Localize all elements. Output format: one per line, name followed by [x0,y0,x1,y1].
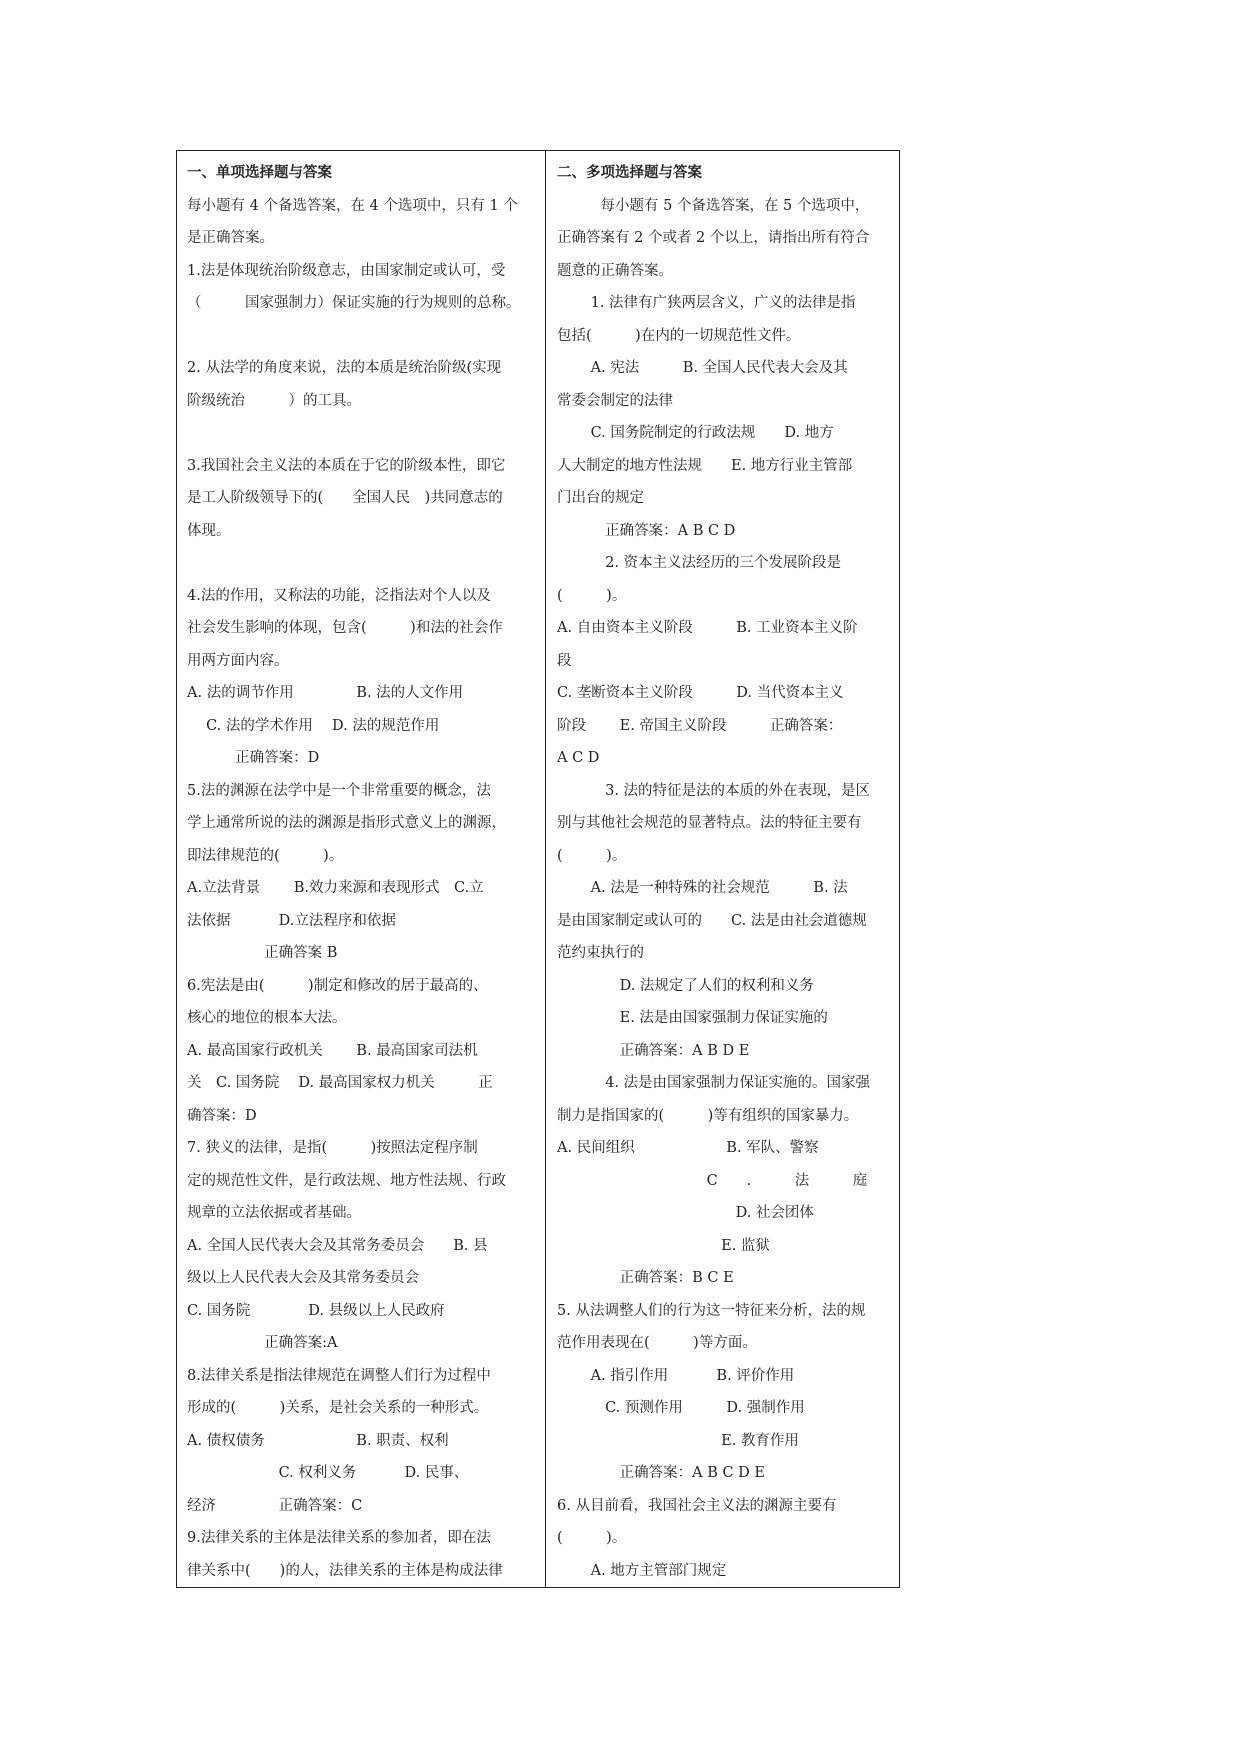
text-line: 规章的立法依据或者基础。 [187,1205,361,1221]
text-line: 别与其他社会规范的显著特点。法的特征主要有 [557,815,862,831]
text-line: 即法律规范的( )。 [187,847,344,864]
text-line: 包括( )在内的一切规范性文件。 [557,327,801,344]
text-line [187,547,537,580]
text-line: 段 [557,652,572,669]
text-line: 确答案：D [187,1107,257,1124]
text-line: 正确答案：A B C D [557,522,736,539]
text-line: 每小题有 5 个备选答案，在 5 个选项中， [557,197,870,214]
text-line: 正确答案：A B D E [557,1042,750,1059]
text-line: 法依据 D.立法程序和依据 [187,912,396,929]
text-line: 用两方面内容。 [187,652,289,669]
text-line: 1. 法律有广狭两层含义，广义的法律是指 [557,295,856,311]
text-line: 级以上人民代表大会及其常务委员会 [187,1270,419,1286]
text-line: 4.法的作用，又称法的功能，泛指法对个人以及 [187,587,491,604]
text-line: 1.法是体现统治阶级意志，由国家制定或认可，受 [187,262,506,279]
text-line: C . 法 庭 [557,1172,868,1189]
single-choice-body [187,190,537,1588]
text-line: A. 法的调节作用 B. 法的人文作用 [187,685,464,701]
single-choice-heading: 一、单项选择题与答案 [187,165,332,181]
text-line: 正确答案 B [187,945,338,961]
text-line [187,320,537,353]
text-line: A C D [557,750,600,766]
text-line: 常委会制定的法律 [557,392,673,409]
text-line: 经济 正确答案：C [187,1497,363,1514]
text-line: 核心的地位的根本大法。 [187,1010,347,1026]
text-line: 正确答案：B C E [557,1270,734,1286]
text-line: C. 权利义务 D. 民事、 [187,1465,469,1481]
text-line: 阶段 E. 帝国主义阶段 正确答案： [557,717,843,734]
text-line: 6.宪法是由( )制定和修改的居于最高的、 [187,977,488,994]
text-line: C. 法的学术作用 D. 法的规范作用 [187,717,440,734]
text-line: 律关系中( )的人，法律关系的主体是构成法律 [187,1562,503,1579]
text-line: 人大制定的地方性法规 E. 地方行业主管部 [557,457,853,474]
text-line: 8.法律关系是指法律规范在调整人们行为过程中 [187,1367,491,1384]
text-line: 正确答案:A [187,1335,338,1351]
text-line: 2. 资本主义法经历的三个发展阶段是 [557,555,842,571]
text-line: A.立法背景 B.效力来源和表现形式 C.立 [187,880,484,896]
text-line: 关 C. 国务院 D. 最高国家权力机关 正 [187,1075,493,1091]
multiple-choice-body [557,190,891,1588]
text-line: ( )。 [557,1530,627,1546]
text-line: D. 法规定了人们的权利和义务 [557,977,814,994]
text-line: 7. 狭义的法律，是指( )按照法定程序制 [187,1140,478,1156]
multiple-choice-column [546,151,899,1587]
text-line: A. 自由资本主义阶段 B. 工业资本主义阶 [557,620,858,636]
text-line: E. 监狱 [557,1237,770,1254]
text-line: 正确答案：D [187,750,320,766]
text-line: 体现。 [187,522,231,539]
text-line: 9.法律关系的主体是法律关系的参加者，即在法 [187,1530,491,1546]
text-line: D. 社会团体 [557,1205,814,1221]
text-line: 是正确答案。 [187,230,274,246]
qa-table [176,150,900,1588]
text-line: 学上通常所说的法的渊源是指形式意义上的渊源， [187,815,506,831]
text-line: E. 教育作用 [557,1432,799,1449]
text-line: 4. 法是由国家强制力保证实施的。国家强 [557,1075,871,1091]
text-line: 5. 从法调整人们的行为这一特征来分析，法的规 [557,1302,866,1319]
text-line: 6. 从目前看，我国社会主义法的渊源主要有 [557,1497,837,1514]
text-line: ( )。 [557,847,627,864]
text-line: A. 法是一种特殊的社会规范 B. 法 [557,880,848,896]
text-line: A. 全国人民代表大会及其常务委员会 B. 县 [187,1237,488,1254]
text-line: 社会发生影响的体现，包含( )和法的社会作 [187,620,503,636]
multiple-choice-heading: 二、多项选择题与答案 [557,165,702,181]
text-line: 2. 从法学的角度来说，法的本质是统治阶级(实现 [187,360,502,376]
text-line: A. 地方主管部门规定 [557,1562,727,1579]
text-line: A. 最高国家行政机关 B. 最高国家司法机 [187,1042,478,1059]
text-line: 每小题有 4 个备选答案，在 4 个选项中，只有 1 个 [187,197,518,214]
text-line: 是工人阶级领导下的( 全国人民 )共同意志的 [187,490,503,506]
text-line: A. 民间组织 B. 军队、警察 [557,1140,819,1156]
text-line: 范约束执行的 [557,945,644,961]
text-line: （ 国家强制力）保证实施的行为规则的总称。 [187,295,521,311]
text-line: 是由国家制定或认可的 C. 法是由社会道德规 [557,912,867,929]
text-line: 5.法的渊源在法学中是一个非常重要的概念，法 [187,782,491,799]
text-line: C. 垄断资本主义阶段 D. 当代资本主义 [557,685,844,701]
text-line: E. 法是由国家强制力保证实施的 [557,1010,828,1026]
text-line: A. 宪法 B. 全国人民代表大会及其 [557,360,848,376]
text-line: 3. 法的特征是法的本质的外在表现，是区 [557,782,871,799]
text-line: 制力是指国家的( )等有组织的国家暴力。 [557,1107,859,1124]
text-line: 范作用表现在( )等方面。 [557,1335,757,1351]
text-line: 3.我国社会主义法的本质在于它的阶级本性，即它 [187,457,506,474]
text-line: C. 国务院制定的行政法规 D. 地方 [557,425,834,441]
text-line: 形成的( )关系，是社会关系的一种形式。 [187,1400,489,1416]
text-line: 定的规范性文件，是行政法规、地方性法规、行政 [187,1172,506,1189]
text-line: A. 指引作用 B. 评价作用 [557,1367,795,1384]
text-line: 阶级统治 ）的工具。 [187,392,361,409]
single-choice-column [177,151,546,1587]
text-line: 正确答案有 2 个或者 2 个以上，请指出所有符合 [557,230,870,246]
text-line: C. 国务院 D. 县级以上人民政府 [187,1302,445,1319]
text-line [187,417,537,450]
text-line: 题意的正确答案。 [557,262,673,279]
text-line: ( )。 [557,587,627,604]
text-line: 门出台的规定 [557,490,644,506]
text-line: C. 预测作用 D. 强制作用 [557,1400,805,1416]
text-line: A. 债权债务 B. 职责、权利 [187,1432,449,1449]
text-line: 正确答案：A B C D E [557,1465,765,1481]
